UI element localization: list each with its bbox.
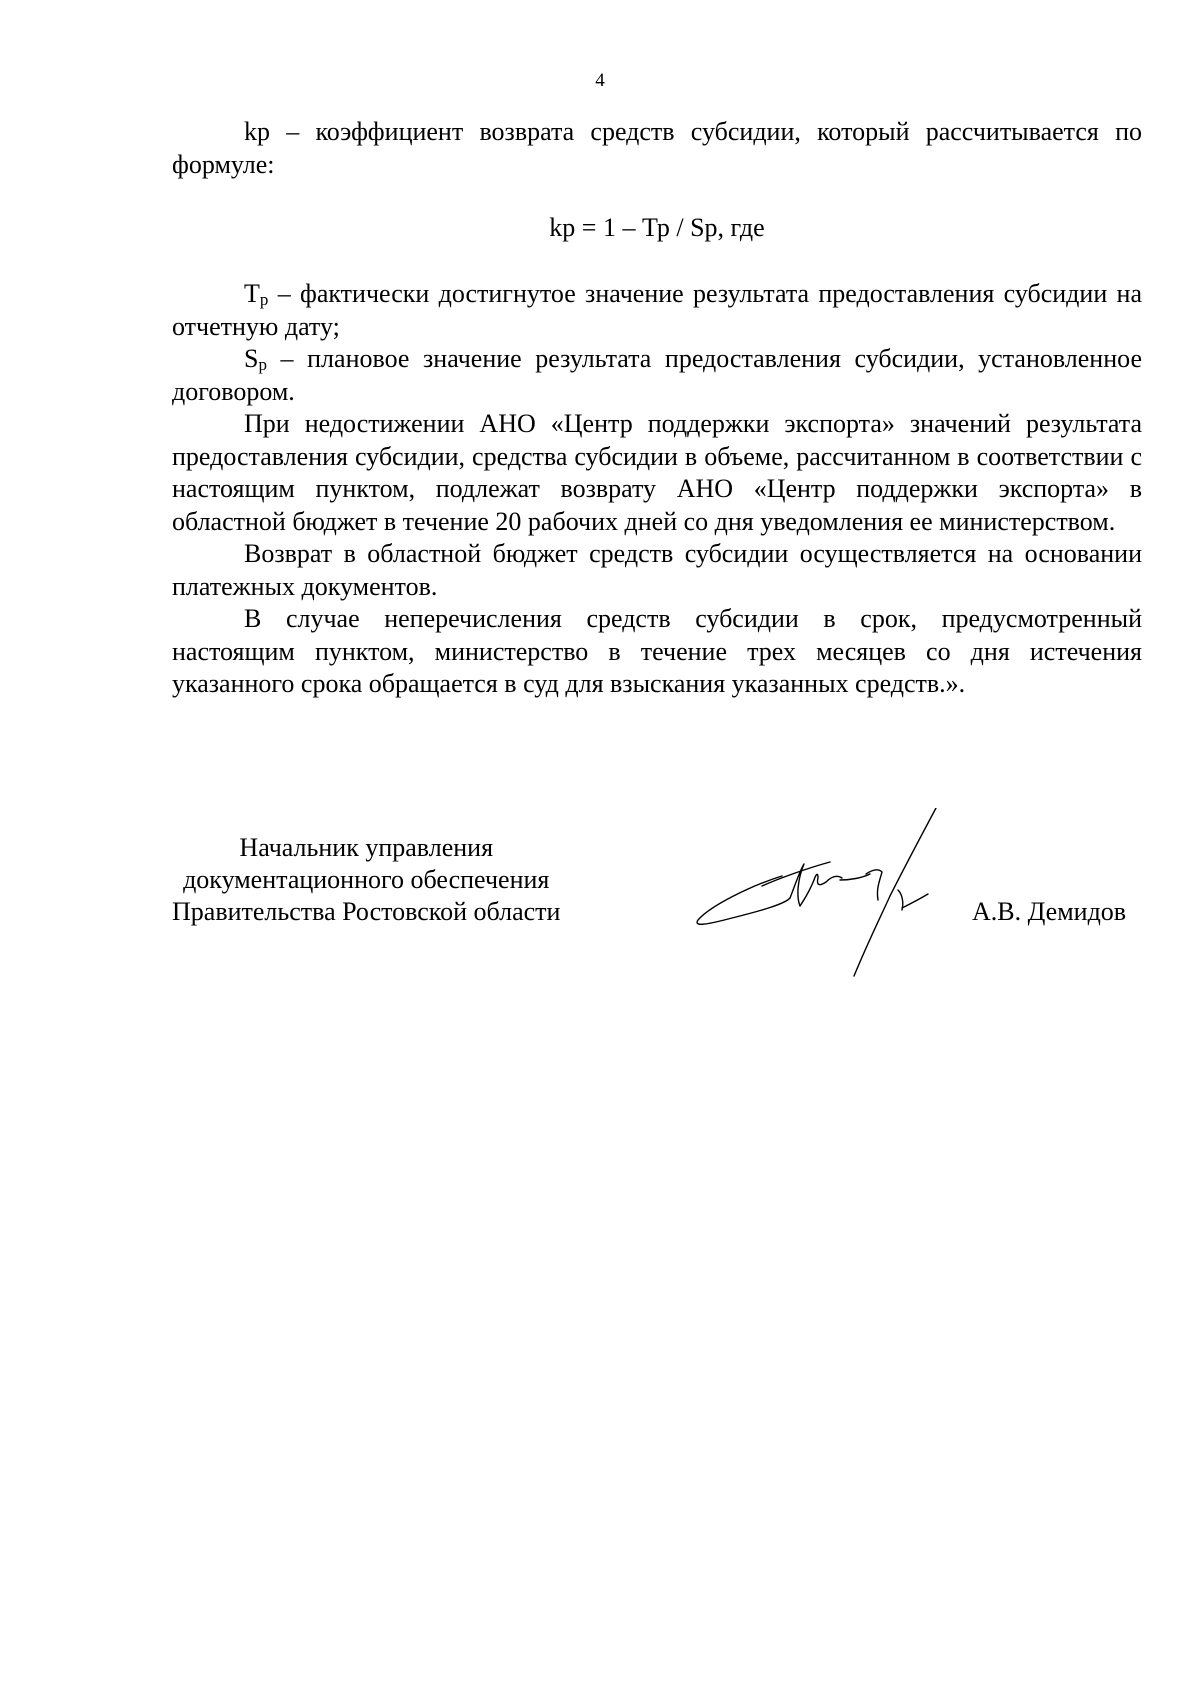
definition-t [172,278,1142,343]
definition-t-symbol: Т [244,279,260,308]
definition-s-symbol: S [244,344,259,373]
definition-t-text: – фактически достигнутое значение результата предоставления субсидии на отчетную дату; [172,279,1142,341]
handwritten-signature [690,808,950,978]
definition-t-subscript: р [259,290,269,309]
intro-block [172,116,1142,181]
paragraph-payment: Возврат в областной бюджет средств субсидии осуществляется на основании платежных документов. [172,539,1142,601]
definition-s-text: – плановое значение результата предоставления субсидии, установленное договором. [172,344,1142,406]
formula: kр = 1 – Тр / Sр, где [549,213,765,242]
signatory-name: А.В. Демидов [972,897,1127,926]
paragraph-return: При недостижении АНО «Центр поддержки экспорта» значений результата предоставления субсидии, средства субсидии в объеме, рассчитанном в соответствии с настоящим пунктом, подлежат возврату АНО «Центр поддержки экспорта» в областной бюджет в течение 20 рабочих дней со дня уведомления ее министерством. [172,409,1142,536]
definition-s [172,343,1142,408]
body-block [172,278,1142,701]
paragraph-court: В случае неперечисления средств субсидии в срок, предусмотренный настоящим пунктом, министерство в течение трех месяцев со дня истечения указанного срока обращается в суд для взыскания указанных средств.». [172,604,1142,698]
position-line-2: документационного обеспечения [183,865,550,894]
definition-s-subscript: р [258,355,267,374]
position-line-3: Правительства Ростовской области [172,897,561,926]
position-line-1: Начальник управления [239,833,494,862]
signatory-position [172,832,560,928]
paragraph-kp: kр – коэффициент возврата средств субсидии, который рассчитывается по формуле: [172,117,1142,179]
page-number: 4 [595,70,605,91]
